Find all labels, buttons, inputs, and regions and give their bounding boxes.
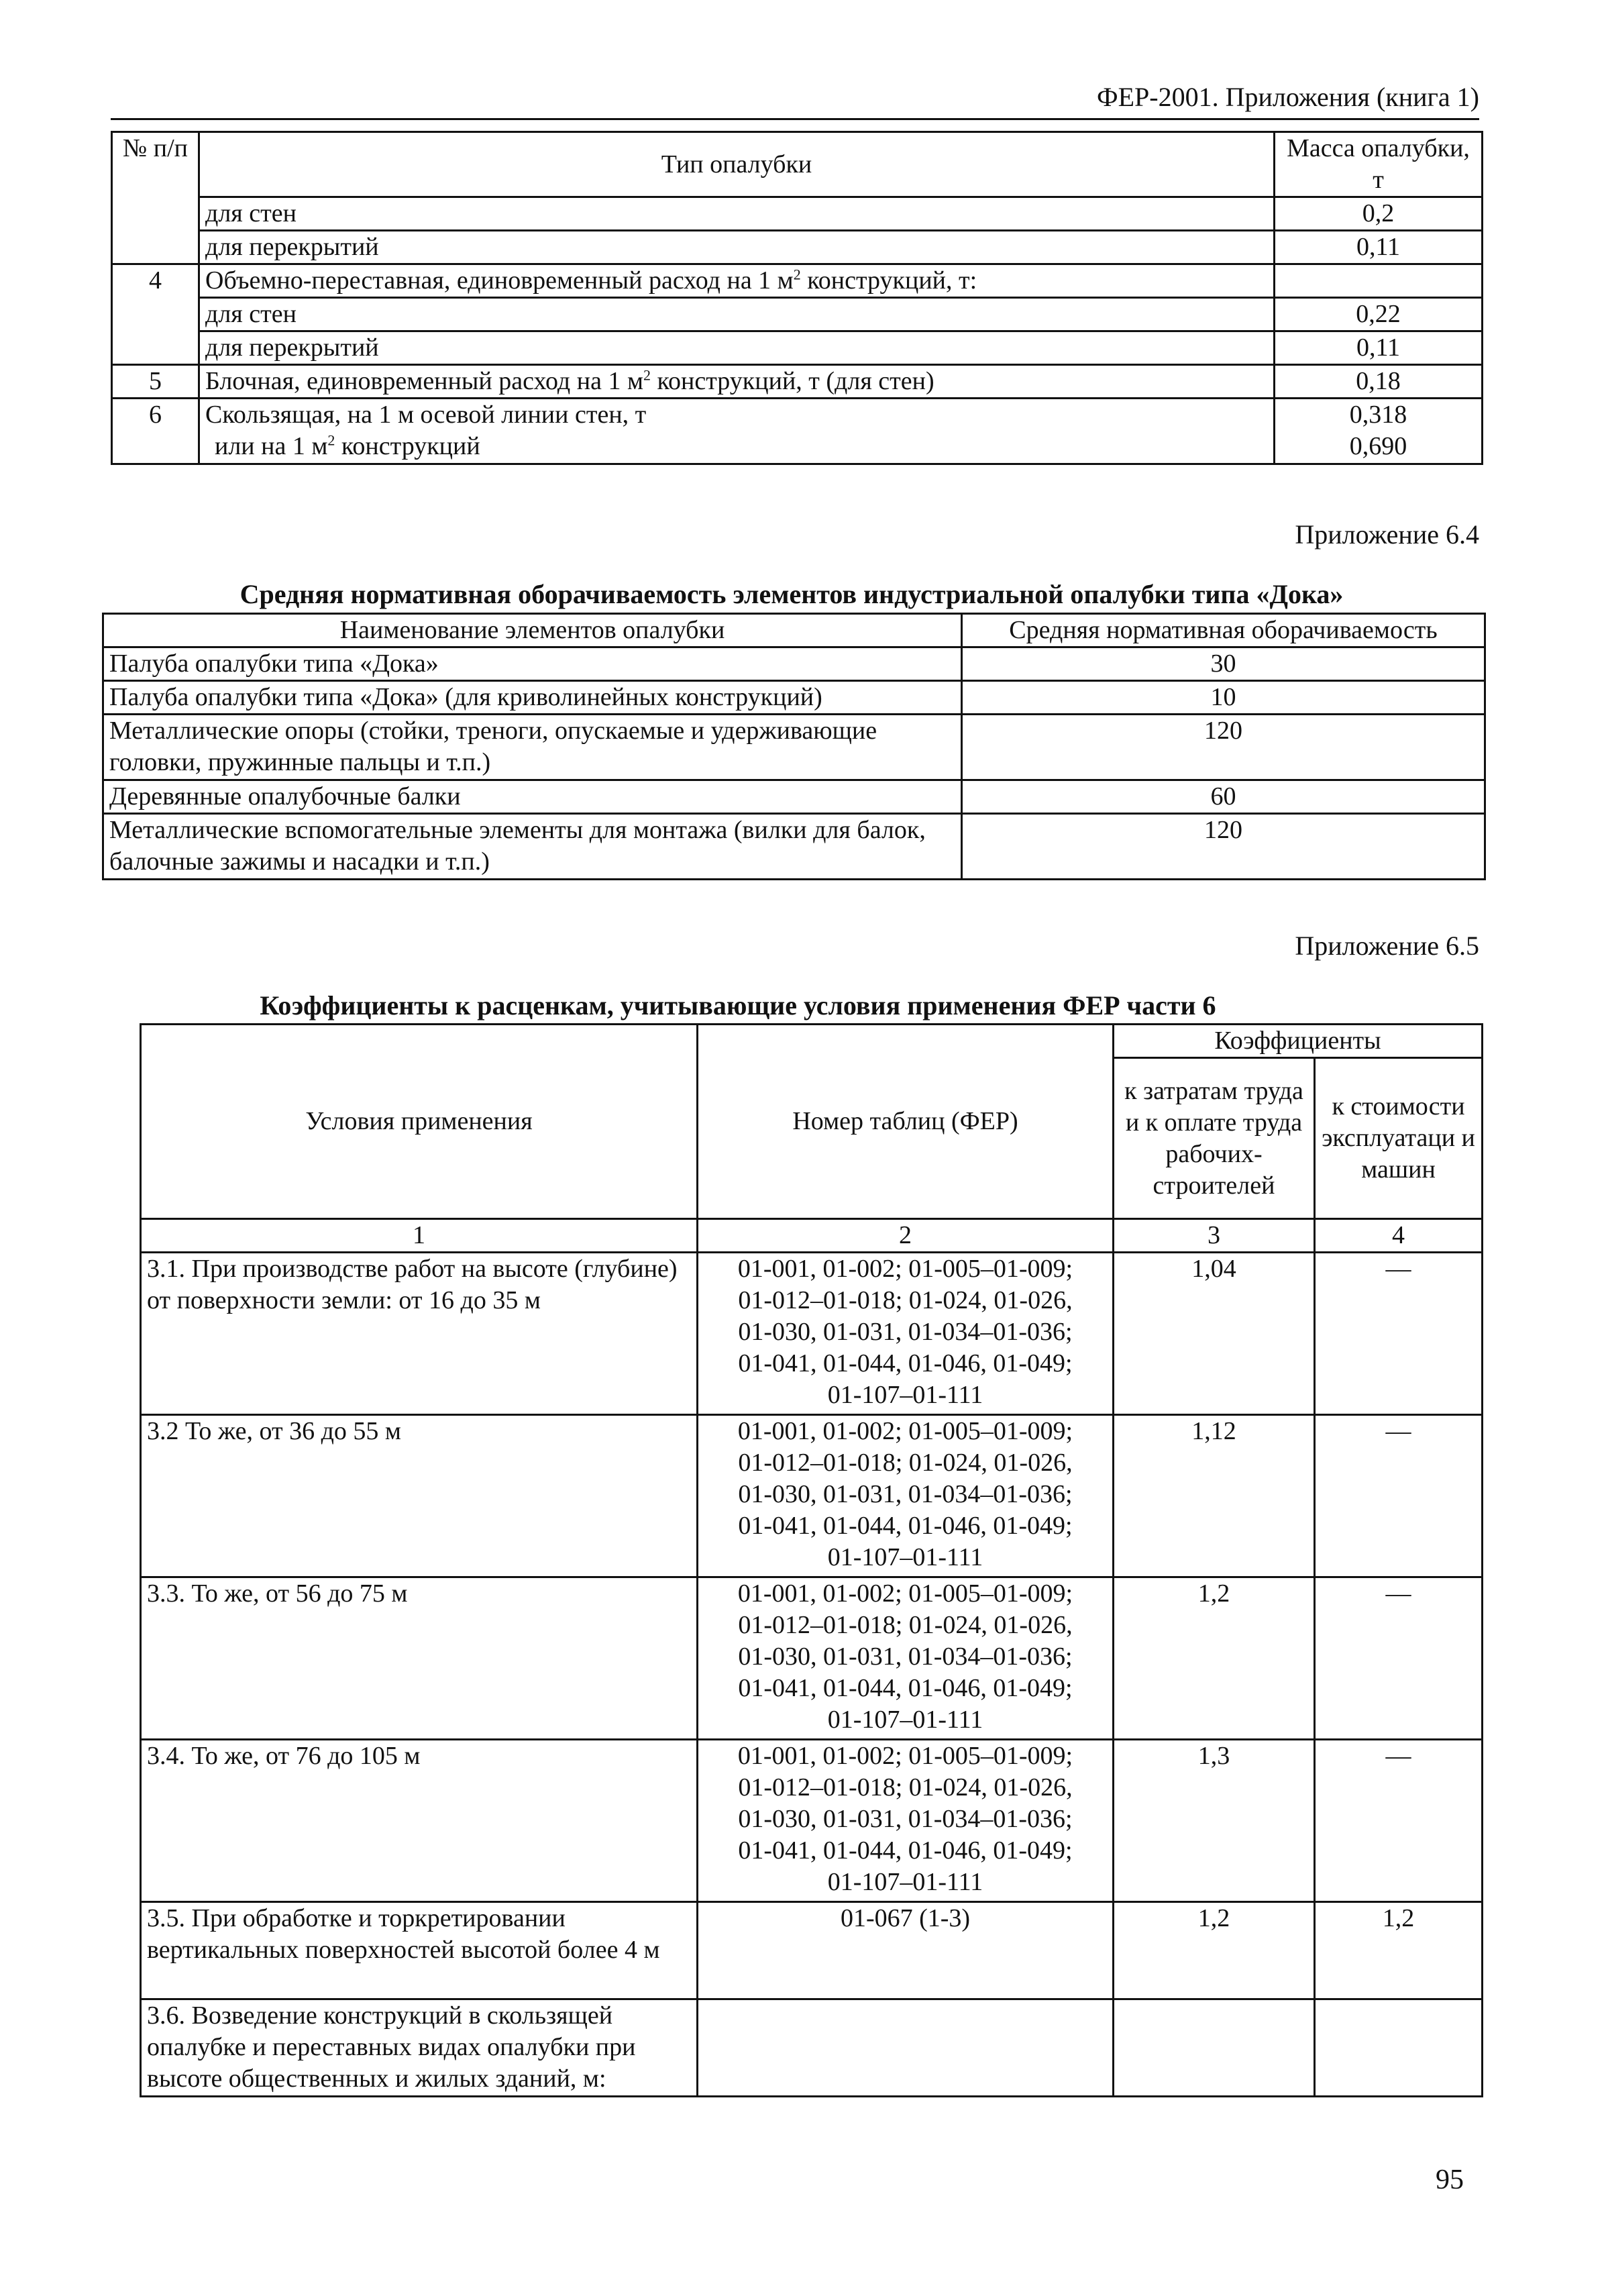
condition-text: 3.4. То же, от 76 до 105 м bbox=[141, 1740, 698, 1902]
row-num: 5 bbox=[112, 365, 199, 399]
header-conditions: Условия применения bbox=[141, 1025, 698, 1219]
appendix-6-4-label: Приложение 6.4 bbox=[1295, 519, 1479, 550]
table-numbers-line: 01-067 (1-3) bbox=[840, 1904, 971, 1932]
coefficients-table bbox=[140, 1023, 1483, 2097]
row-type bbox=[199, 399, 1275, 464]
row-mass-line: 0,318 bbox=[1349, 401, 1407, 429]
row-num bbox=[112, 231, 199, 264]
row-mass: 0,11 bbox=[1275, 331, 1483, 365]
page-number: 95 bbox=[1436, 2164, 1464, 2195]
table-numbers-line: 01-041, 01-044, 01-046, 01-049; bbox=[738, 1512, 1073, 1540]
column-number: 2 bbox=[698, 1219, 1114, 1253]
table-numbers bbox=[698, 1902, 1114, 1999]
table-row bbox=[112, 264, 1483, 298]
table-numbers-line: 01-107–01-111 bbox=[827, 1868, 983, 1896]
row-type: для перекрытий bbox=[199, 231, 1275, 264]
labor-coeff: 1,2 bbox=[1114, 1577, 1315, 1740]
table-numbers-line: 01-001, 01-002; 01-005–01-009; bbox=[737, 1417, 1073, 1445]
column-number: 4 bbox=[1315, 1219, 1483, 1253]
table-numbers-line: 01-030, 01-031, 01-034–01-036; bbox=[738, 1318, 1073, 1346]
header-turnover: Средняя нормативная оборачиваемость bbox=[962, 614, 1485, 647]
table-row bbox=[141, 1415, 1483, 1577]
table-numbers bbox=[698, 1415, 1114, 1577]
condition-text: 3.6. Возведение конструкций в скользящей опалубке и переставных видах опалубки при высоте общественных и жилых зданий, м: bbox=[141, 1999, 698, 2097]
table-numbers-line: 01-012–01-018; 01-024, 01-026, bbox=[738, 1773, 1073, 1802]
labor-coeff: 1,04 bbox=[1114, 1253, 1315, 1415]
row-type: для стен bbox=[199, 197, 1275, 231]
machine-coeff: 1,2 bbox=[1315, 1902, 1483, 1999]
element-name: Металлические опоры (стойки, треноги, опускаемые и удерживающие головки, пружинные пальцы и т.п.) bbox=[103, 715, 962, 780]
table-numbers-line: 01-030, 01-031, 01-034–01-036; bbox=[738, 1480, 1073, 1508]
doka-turnover-table bbox=[102, 613, 1486, 880]
header-type: Тип опалубки bbox=[199, 132, 1275, 197]
condition-text: 3.5. При обработке и торкретировании вертикальных поверхностей высотой более 4 м bbox=[141, 1902, 698, 1999]
labor-coeff bbox=[1114, 1999, 1315, 2097]
table-numbers-line: 01-041, 01-044, 01-046, 01-049; bbox=[738, 1674, 1073, 1702]
appendix-6-5-label: Приложение 6.5 bbox=[1295, 931, 1479, 961]
element-name: Металлические вспомогательные элементы для монтажа (вилки для балок, балочные зажимы и насадки и т.п.) bbox=[103, 814, 962, 880]
table-row bbox=[103, 647, 1485, 681]
row-type-line: или на 1 $м^2$ конструкций bbox=[215, 431, 480, 460]
row-mass-line: 0,690 bbox=[1349, 432, 1407, 460]
table-header-row bbox=[141, 1025, 1483, 1058]
table-numbers-line: 01-030, 01-031, 01-034–01-036; bbox=[738, 1642, 1073, 1671]
table-row bbox=[112, 365, 1483, 399]
row-num bbox=[112, 331, 199, 365]
header-element-name: Наименование элементов опалубки bbox=[103, 614, 962, 647]
row-type-line: Скользящая, на 1 м осевой линии стен, т bbox=[205, 401, 647, 429]
running-header: ФЕР-2001. Приложения (книга 1) bbox=[111, 81, 1479, 120]
row-num bbox=[112, 298, 199, 331]
turnover-value: 30 bbox=[962, 647, 1485, 681]
table-row bbox=[103, 814, 1485, 880]
table-numbers-line: 01-107–01-111 bbox=[827, 1543, 983, 1571]
table-numbers-line: 01-107–01-111 bbox=[827, 1381, 983, 1409]
table-header-row bbox=[103, 614, 1485, 647]
condition-text: 3.3. То же, от 56 до 75 м bbox=[141, 1577, 698, 1740]
row-mass bbox=[1275, 399, 1483, 464]
table-numbers bbox=[698, 1577, 1114, 1740]
header-coefficients: Коэффициенты bbox=[1114, 1025, 1483, 1058]
table-numbers-line: 01-041, 01-044, 01-046, 01-049; bbox=[738, 1349, 1073, 1377]
element-name: Палуба опалубки типа «Дока» bbox=[103, 647, 962, 681]
element-name: Палуба опалубки типа «Дока» (для криволинейных конструкций) bbox=[103, 681, 962, 715]
table-row bbox=[141, 1253, 1483, 1415]
row-num bbox=[112, 197, 199, 231]
table-numbers-line: 01-012–01-018; 01-024, 01-026, bbox=[738, 1286, 1073, 1314]
appendix-6-4-title: Средняя нормативная оборачиваемость элементов индустриальной опалубки типа «Дока» bbox=[239, 579, 1344, 609]
labor-coeff: 1,3 bbox=[1114, 1740, 1315, 1902]
turnover-value: 10 bbox=[962, 681, 1485, 715]
machine-coeff: — bbox=[1315, 1740, 1483, 1902]
turnover-value: 60 bbox=[962, 780, 1485, 814]
table-row bbox=[112, 399, 1483, 464]
row-mass bbox=[1275, 264, 1483, 298]
header-num: № п/п bbox=[112, 132, 199, 197]
row-mass: 0,18 bbox=[1275, 365, 1483, 399]
row-num: 6 bbox=[112, 399, 199, 464]
turnover-value: 120 bbox=[962, 715, 1485, 780]
turnover-value: 120 bbox=[962, 814, 1485, 880]
table-numbers-line: 01-012–01-018; 01-024, 01-026, bbox=[738, 1449, 1073, 1477]
table-row bbox=[103, 681, 1485, 715]
table-numbers-line: 01-001, 01-002; 01-005–01-009; bbox=[737, 1742, 1073, 1770]
column-number: 3 bbox=[1114, 1219, 1315, 1253]
table-numbers bbox=[698, 1253, 1114, 1415]
element-name: Деревянные опалубочные балки bbox=[103, 780, 962, 814]
table-row bbox=[103, 715, 1485, 780]
table-numbers-line: 01-001, 01-002; 01-005–01-009; bbox=[737, 1255, 1073, 1283]
table-row bbox=[141, 1902, 1483, 1999]
column-number: 1 bbox=[141, 1219, 698, 1253]
formwork-mass-table bbox=[111, 131, 1483, 465]
column-number-row bbox=[141, 1219, 1483, 1253]
row-num: 4 bbox=[112, 264, 199, 298]
table-row bbox=[112, 298, 1483, 331]
machine-coeff: — bbox=[1315, 1415, 1483, 1577]
header-machine-coeff: к стоимости эксплуатаци и машин bbox=[1315, 1058, 1483, 1219]
table-numbers-line: 01-012–01-018; 01-024, 01-026, bbox=[738, 1611, 1073, 1639]
table-row bbox=[141, 1577, 1483, 1740]
header-mass: Масса опалубки, т bbox=[1275, 132, 1483, 197]
table-numbers bbox=[698, 1740, 1114, 1902]
row-type: Блочная, единовременный расход на 1 $м^2$ конструкций, т (для стен) bbox=[199, 365, 1275, 399]
row-mass: 0,22 bbox=[1275, 298, 1483, 331]
table-row bbox=[112, 231, 1483, 264]
labor-coeff: 1,2 bbox=[1114, 1902, 1315, 1999]
row-type: для перекрытий bbox=[199, 331, 1275, 365]
row-mass: 0,2 bbox=[1275, 197, 1483, 231]
row-type: Объемно-переставная, единовременный расход на 1 $м^2$ конструкций, т: bbox=[199, 264, 1275, 298]
table-numbers bbox=[698, 1999, 1114, 2097]
table-row bbox=[112, 197, 1483, 231]
machine-coeff: — bbox=[1315, 1577, 1483, 1740]
table-header-row bbox=[112, 132, 1483, 197]
appendix-6-5-title: Коэффициенты к расценкам, учитывающие условия применения ФЕР части 6 bbox=[260, 990, 1216, 1021]
condition-text: 3.2 То же, от 36 до 55 м bbox=[141, 1415, 698, 1577]
table-row bbox=[141, 1999, 1483, 2097]
table-numbers-line: 01-041, 01-044, 01-046, 01-049; bbox=[738, 1836, 1073, 1865]
row-mass: 0,11 bbox=[1275, 231, 1483, 264]
labor-coeff: 1,12 bbox=[1114, 1415, 1315, 1577]
machine-coeff: — bbox=[1315, 1253, 1483, 1415]
table-row bbox=[103, 780, 1485, 814]
table-numbers-line: 01-001, 01-002; 01-005–01-009; bbox=[737, 1579, 1073, 1608]
table-row bbox=[112, 331, 1483, 365]
table-row bbox=[141, 1740, 1483, 1902]
header-labor-coeff: к затратам труда и к оплате труда рабочих-строителей bbox=[1114, 1058, 1315, 1219]
machine-coeff bbox=[1315, 1999, 1483, 2097]
table-numbers-line: 01-030, 01-031, 01-034–01-036; bbox=[738, 1805, 1073, 1833]
row-type: для стен bbox=[199, 298, 1275, 331]
header-table-numbers: Номер таблиц (ФЕР) bbox=[698, 1025, 1114, 1219]
table-numbers-line: 01-107–01-111 bbox=[827, 1706, 983, 1734]
condition-text: 3.1. При производстве работ на высоте (глубине) от поверхности земли: от 16 до 35 м bbox=[141, 1253, 698, 1415]
